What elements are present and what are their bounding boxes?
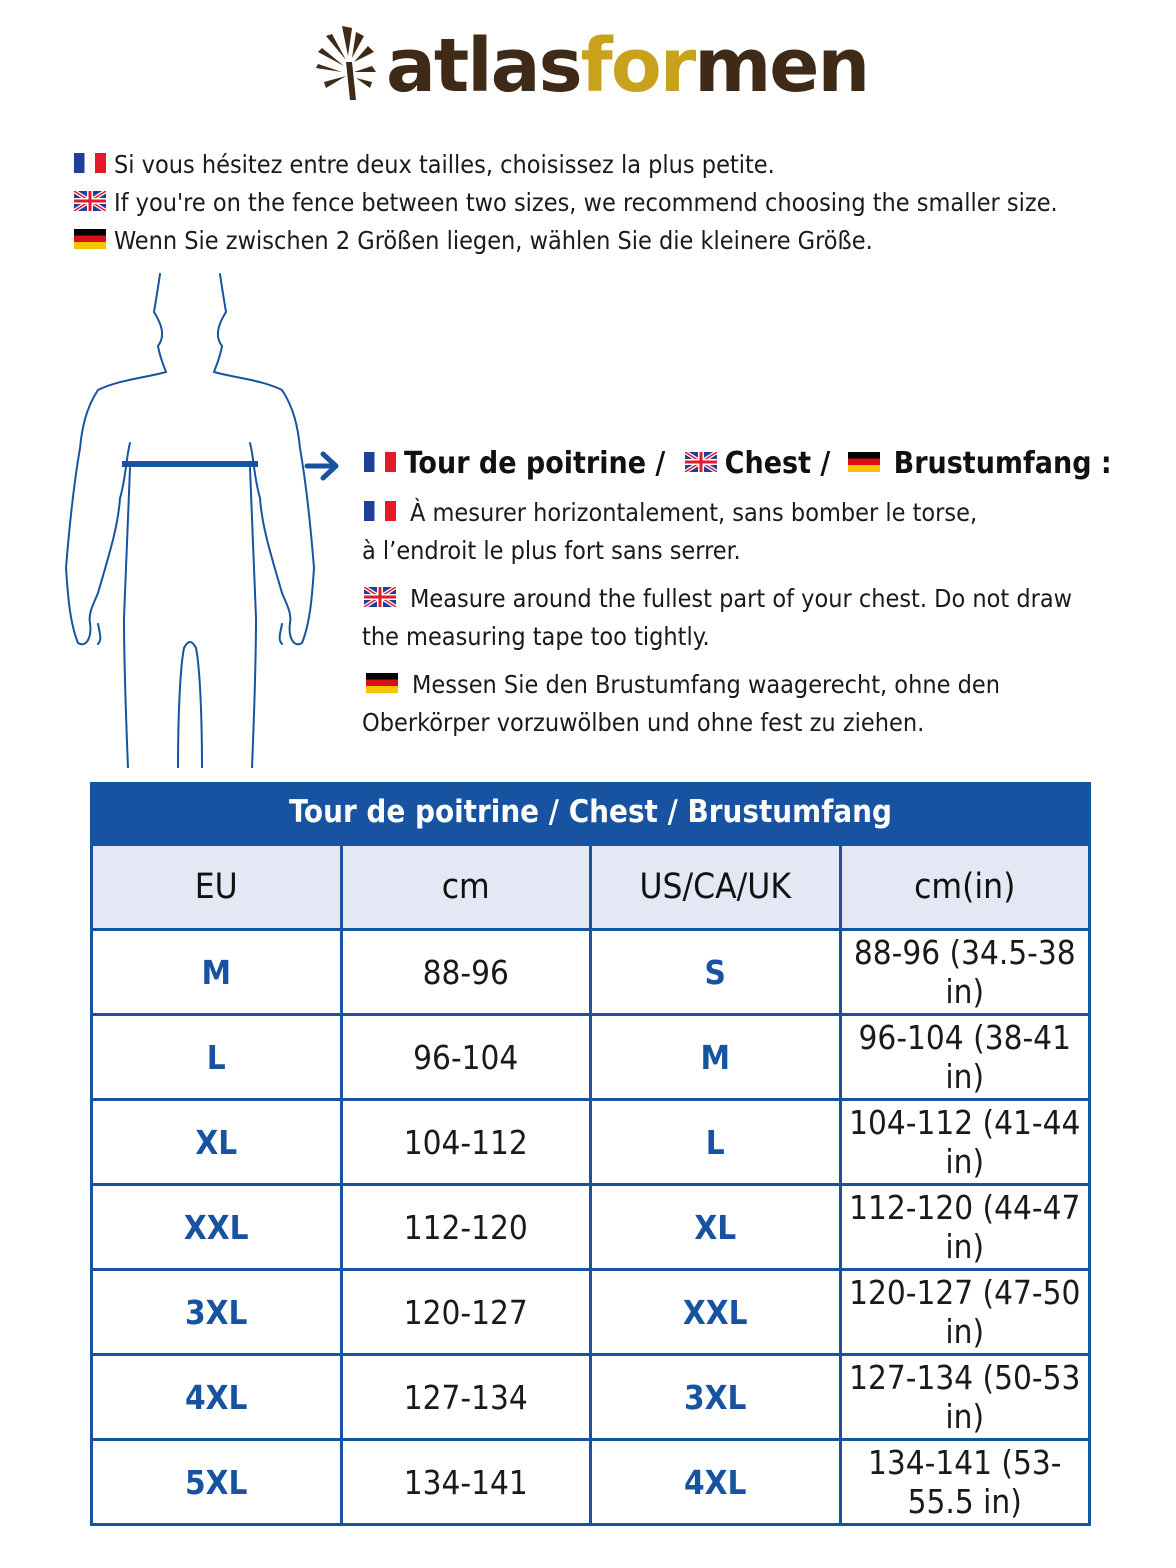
heading-de: Brustumfang : xyxy=(893,446,1112,481)
eu-size-cell: XXL xyxy=(92,1185,342,1270)
brand-part-for: for xyxy=(580,23,695,109)
eu-size-cell: M xyxy=(92,930,342,1015)
heading-fr: Tour de poitrine / xyxy=(404,446,666,481)
cm-range-cell: 112-120 xyxy=(341,1185,591,1270)
us-size-cell: XXL xyxy=(591,1270,841,1355)
table-header-row xyxy=(92,845,1090,930)
table-title: Tour de poitrine / Chest / Brustumfang xyxy=(90,782,1091,843)
cm-range-cell: 96-104 xyxy=(341,1015,591,1100)
measure-desc-de xyxy=(362,666,1102,742)
us-size-cell: 4XL xyxy=(591,1440,841,1525)
measure-de-line2: Oberkörper vorzuwölben und ohne fest zu ziehen. xyxy=(362,708,925,737)
fr-flag-icon xyxy=(364,452,396,472)
brand-logo xyxy=(312,20,872,109)
eu-size-cell: XL xyxy=(92,1100,342,1185)
measure-de-line1: Messen Sie den Brustumfang waagerecht, ohne den xyxy=(412,670,1000,699)
atlasformen-logo-icon xyxy=(312,22,384,102)
cm-in-range-cell: 112-120 (44-47 in) xyxy=(840,1185,1090,1270)
eu-size-cell: 5XL xyxy=(92,1440,342,1525)
table-row xyxy=(92,1100,1090,1185)
de-flag-icon xyxy=(848,452,880,472)
cm-range-cell: 127-134 xyxy=(341,1355,591,1440)
brand-part-atlas: atlas xyxy=(386,23,581,109)
uk-flag-icon xyxy=(685,452,717,472)
table-row xyxy=(92,1015,1090,1100)
measure-en-line2: the measuring tape too tightly. xyxy=(362,622,710,651)
header-cm-in: cm(in) xyxy=(840,845,1090,930)
fr-flag-icon xyxy=(74,153,106,173)
cm-in-range-cell: 96-104 (38-41 in) xyxy=(840,1015,1090,1100)
table-body xyxy=(92,930,1090,1525)
cm-in-range-cell: 134-141 (53-55.5 in) xyxy=(840,1440,1090,1525)
eu-size-cell: L xyxy=(92,1015,342,1100)
table-row xyxy=(92,1270,1090,1355)
heading-en: Chest / xyxy=(724,446,831,481)
note-de xyxy=(74,226,873,256)
cm-in-range-cell: 127-134 (50-53 in) xyxy=(840,1355,1090,1440)
eu-size-cell: 3XL xyxy=(92,1270,342,1355)
us-size-cell: L xyxy=(591,1100,841,1185)
note-fr xyxy=(74,150,775,180)
table-row xyxy=(92,1355,1090,1440)
de-flag-icon xyxy=(366,673,398,693)
uk-flag-icon xyxy=(74,191,106,211)
uk-flag-icon xyxy=(364,587,396,607)
note-fr-text: Si vous hésitez entre deux tailles, choisissez la plus petite. xyxy=(114,150,775,179)
note-en-text: If you're on the fence between two sizes, we recommend choosing the smaller size. xyxy=(114,188,1058,217)
cm-in-range-cell: 88-96 (34.5-38 in) xyxy=(840,930,1090,1015)
header-eu: EU xyxy=(92,845,342,930)
header-cm: cm xyxy=(341,845,591,930)
cm-range-cell: 104-112 xyxy=(341,1100,591,1185)
cm-range-cell: 120-127 xyxy=(341,1270,591,1355)
header-us-ca-uk: US/CA/UK xyxy=(591,845,841,930)
table-row xyxy=(92,1440,1090,1525)
measure-desc-fr xyxy=(362,494,1102,570)
measure-fr-line1: À mesurer horizontalement, sans bomber le torse, xyxy=(410,498,978,527)
size-chart-table xyxy=(90,782,1091,1545)
eu-size-cell: 4XL xyxy=(92,1355,342,1440)
us-size-cell: M xyxy=(591,1015,841,1100)
table-row xyxy=(92,1185,1090,1270)
brand-wordmark xyxy=(386,24,868,108)
cm-in-range-cell: 104-112 (41-44 in) xyxy=(840,1100,1090,1185)
brand-part-men: men xyxy=(694,23,869,109)
size-table-grid xyxy=(90,843,1091,1526)
measure-fr-line2: à l’endroit le plus fort sans serrer. xyxy=(362,536,741,565)
note-de-text: Wenn Sie zwischen 2 Größen liegen, wählen Sie die kleinere Größe. xyxy=(114,226,873,255)
measurement-heading xyxy=(364,444,1112,484)
cm-range-cell: 134-141 xyxy=(341,1440,591,1525)
table-row xyxy=(92,930,1090,1015)
us-size-cell: 3XL xyxy=(591,1355,841,1440)
note-en xyxy=(74,188,1058,218)
us-size-cell: S xyxy=(591,930,841,1015)
body-silhouette-icon xyxy=(60,268,325,768)
fr-flag-icon xyxy=(364,501,396,521)
measure-en-line1: Measure around the fullest part of your chest. Do not draw xyxy=(410,584,1073,613)
measure-desc-en xyxy=(362,580,1102,656)
cm-in-range-cell: 120-127 (47-50 in) xyxy=(840,1270,1090,1355)
arrow-right-icon xyxy=(303,446,343,486)
de-flag-icon xyxy=(74,229,106,249)
us-size-cell: XL xyxy=(591,1185,841,1270)
cm-range-cell: 88-96 xyxy=(341,930,591,1015)
